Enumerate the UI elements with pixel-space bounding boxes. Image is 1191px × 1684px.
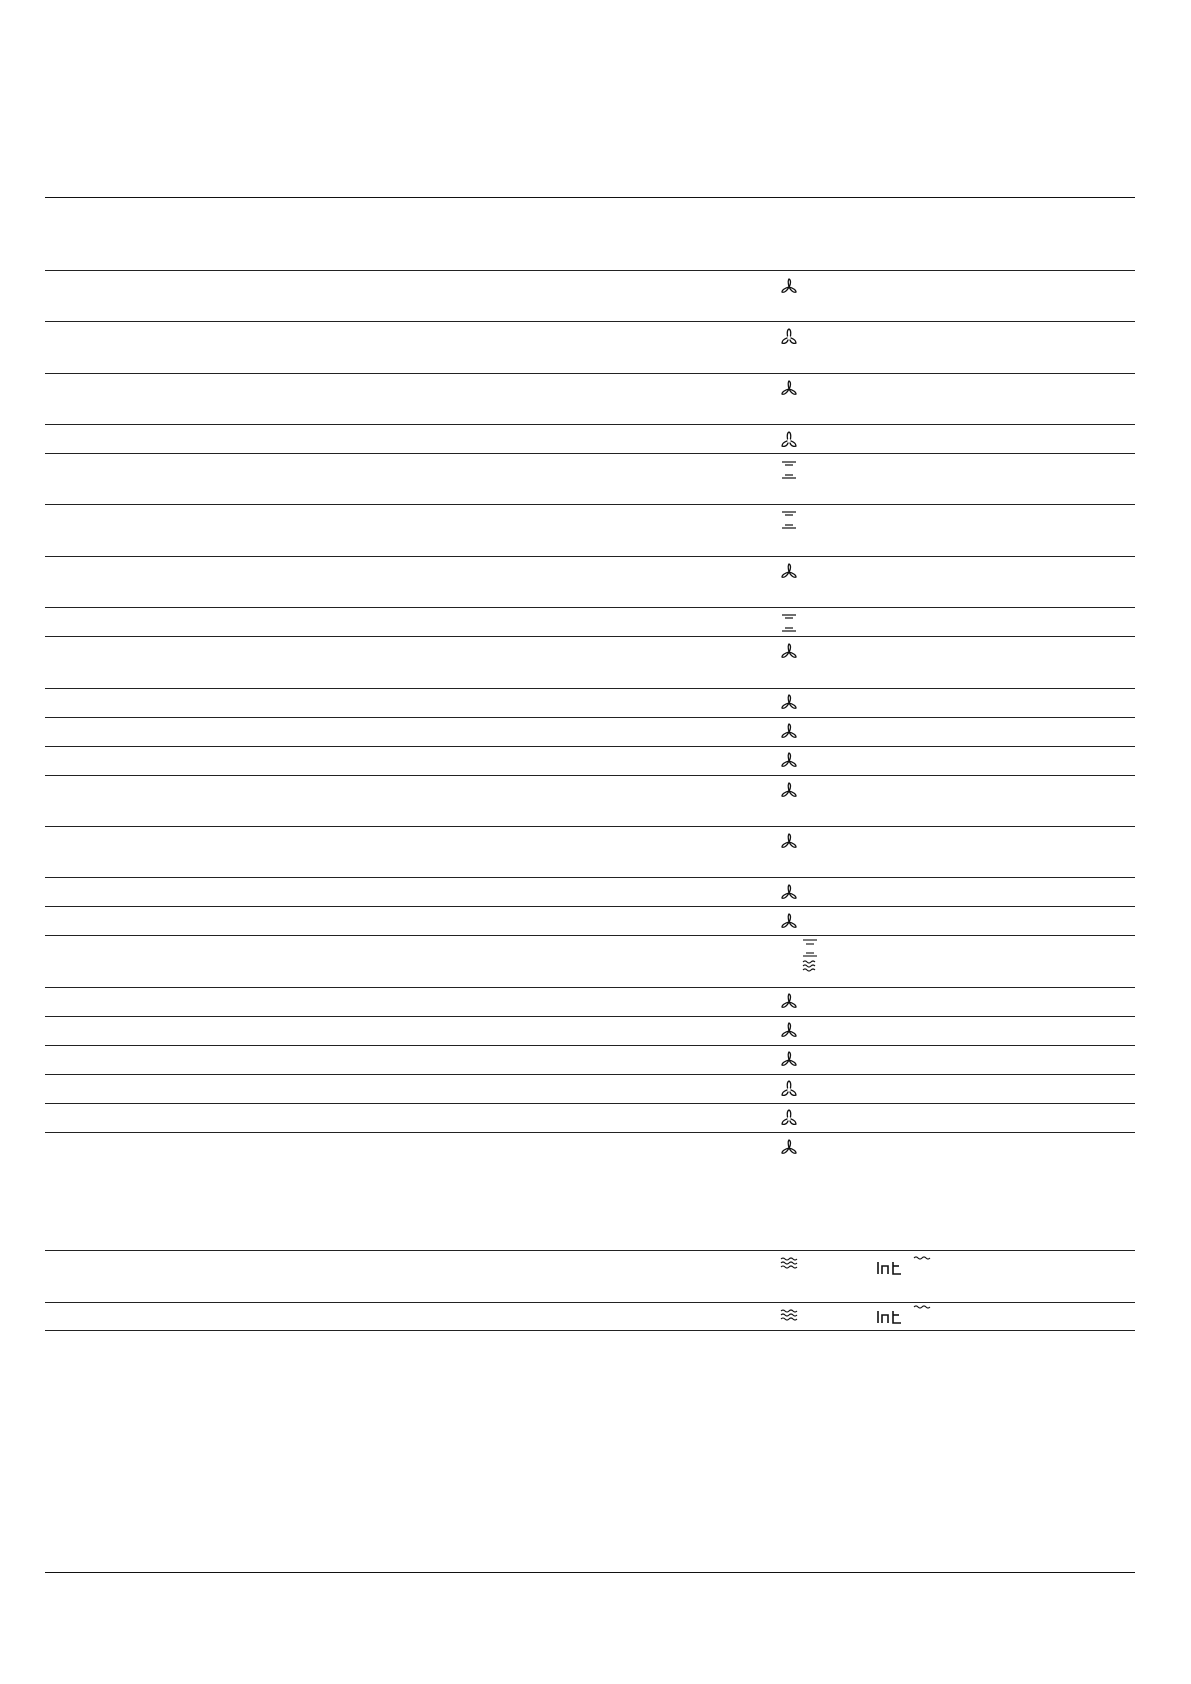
fan-ring-icon xyxy=(779,1079,799,1099)
top-bottom-heat-icon xyxy=(779,460,799,480)
table-top-rule xyxy=(45,197,1135,198)
fan-icon xyxy=(779,992,799,1012)
row-divider xyxy=(45,424,1135,425)
row-divider xyxy=(45,1074,1135,1075)
row-divider xyxy=(45,373,1135,374)
steam-icon xyxy=(779,1307,799,1327)
fan-icon xyxy=(779,277,799,297)
fan-icon xyxy=(779,562,799,582)
page-footer-rule xyxy=(45,1572,1135,1573)
fan-icon xyxy=(779,1021,799,1041)
row-divider xyxy=(45,1103,1135,1104)
fan-icon xyxy=(779,722,799,742)
fan-icon xyxy=(779,1138,799,1158)
fan-ring-icon xyxy=(779,327,799,347)
row-divider xyxy=(45,321,1135,322)
row-divider xyxy=(45,1016,1135,1017)
intensive-steam-icon xyxy=(876,1256,932,1276)
top-bottom-heat-icon xyxy=(779,613,799,633)
row-divider xyxy=(45,1302,1135,1303)
fan-icon xyxy=(779,379,799,399)
row-divider xyxy=(45,746,1135,747)
row-divider xyxy=(45,636,1135,637)
fan-icon xyxy=(779,751,799,771)
row-divider xyxy=(45,453,1135,454)
row-divider xyxy=(45,826,1135,827)
fan-ring-icon xyxy=(779,1108,799,1128)
row-divider xyxy=(45,1250,1135,1251)
row-divider xyxy=(45,717,1135,718)
row-divider xyxy=(45,1045,1135,1046)
row-divider xyxy=(45,556,1135,557)
fan-icon xyxy=(779,883,799,903)
steam-icon xyxy=(779,1255,799,1275)
fan-icon xyxy=(779,781,799,801)
fan-icon xyxy=(779,693,799,713)
top-bottom-heat-icon xyxy=(779,510,799,530)
row-divider xyxy=(45,906,1135,907)
row-divider xyxy=(45,607,1135,608)
row-divider xyxy=(45,775,1135,776)
row-divider xyxy=(45,504,1135,505)
table-header-rule xyxy=(45,270,1135,271)
table-bottom-rule xyxy=(45,1330,1135,1331)
fan-icon xyxy=(779,832,799,852)
row-divider xyxy=(45,877,1135,878)
row-divider xyxy=(45,987,1135,988)
fan-icon xyxy=(779,642,799,662)
fan-icon xyxy=(779,1050,799,1070)
row-divider xyxy=(45,935,1135,936)
fan-ring-icon xyxy=(779,430,799,450)
row-divider xyxy=(45,688,1135,689)
row-divider xyxy=(45,1132,1135,1133)
intensive-steam-icon xyxy=(876,1305,932,1325)
top-bottom-steam-heat-icon xyxy=(800,938,820,974)
fan-icon xyxy=(779,912,799,932)
